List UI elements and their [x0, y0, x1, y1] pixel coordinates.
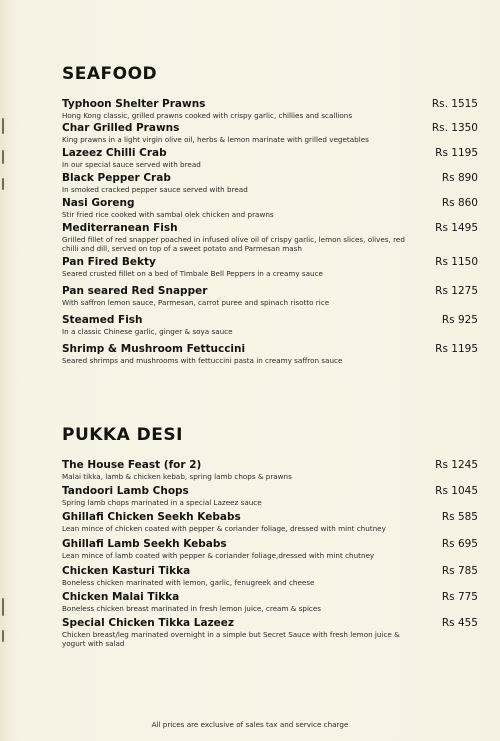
menu-item-text	[62, 285, 329, 307]
menu-item-price: Rs 1245	[435, 459, 478, 471]
menu-item-description: With saffron lemon sauce, Parmesan, carrot puree and spinach risotto rice	[62, 298, 330, 307]
menu-item-row	[62, 617, 478, 648]
binding-mark	[2, 630, 4, 642]
menu-item-text	[62, 172, 248, 194]
seafood-section	[62, 64, 478, 365]
menu-item-name: Black Pepper Crab	[62, 172, 171, 184]
menu-item-price: Rs 695	[441, 538, 478, 550]
menu-item-price: Rs 925	[441, 314, 478, 326]
menu-item-price: Rs 1150	[435, 256, 478, 268]
menu-item-name: Mediterranean Fish	[62, 222, 178, 234]
pukka-desi-section	[62, 425, 478, 648]
menu-item-price: Rs 455	[441, 617, 478, 629]
menu-item-text	[62, 565, 314, 587]
menu-item	[62, 617, 478, 648]
menu-item-name: Steamed Fish	[62, 314, 143, 326]
menu-item	[62, 343, 478, 365]
menu-item-name: Nasi Goreng	[62, 197, 135, 209]
menu-item-row	[62, 222, 478, 253]
menu-item-name: Char Grilled Prawns	[62, 122, 180, 134]
menu-item-name: Chicken Kasturi Tikka	[62, 565, 191, 577]
menu-item	[62, 485, 478, 507]
menu-item-name: Lazeez Chilli Crab	[62, 147, 167, 159]
menu-item-price: Rs 775	[441, 591, 478, 603]
menu-item-price: Rs 585	[441, 511, 478, 523]
menu-item-name: Special Chicken Tikka Lazeez	[62, 617, 235, 629]
menu-item-row	[62, 172, 478, 194]
menu-item-description: Seared crusted fillet on a bed of Timbale Bell Peppers in a creamy sauce	[62, 269, 323, 278]
menu-item-text	[62, 98, 352, 120]
menu-item-price: Rs 1195	[435, 147, 478, 159]
menu-item	[62, 285, 478, 307]
menu-item-name: Ghillafi Lamb Seekh Kebabs	[62, 538, 227, 550]
menu-item-name: The House Feast (for 2)	[62, 459, 202, 471]
menu-item-row	[62, 314, 478, 336]
menu-item-row	[62, 343, 478, 365]
menu-item-description: Stir fried rice cooked with sambal olek chicken and prawns	[62, 210, 274, 219]
menu-item-description: Boneless chicken breast marinated in fresh lemon juice, cream & spices	[62, 604, 322, 613]
menu-item-text	[62, 256, 323, 278]
menu-item	[62, 222, 478, 253]
menu-item-price: Rs. 1350	[431, 122, 478, 134]
menu-item-text	[62, 147, 201, 169]
menu-item-text	[62, 222, 414, 253]
menu-item-description: In smoked cracked pepper sauce served with bread	[62, 185, 248, 194]
menu-item-price: Rs. 1515	[431, 98, 478, 110]
menu-item-text	[62, 197, 274, 219]
binding-mark	[2, 150, 4, 164]
menu-item-row	[62, 285, 478, 307]
menu-item	[62, 122, 478, 144]
menu-item-row	[62, 197, 478, 219]
menu-item	[62, 591, 478, 613]
menu-item-text	[62, 343, 342, 365]
binding-mark	[2, 598, 4, 616]
menu-item-name: Pan Fired Bekty	[62, 256, 156, 268]
menu-item	[62, 256, 478, 278]
section-title: SEAFOOD	[62, 64, 158, 84]
menu-item-name: Typhoon Shelter Prawns	[62, 98, 206, 110]
menu-item-description: Lean mince of lamb coated with pepper & coriander foliage,dressed with mint chutney	[62, 551, 375, 560]
menu-item-text	[62, 122, 369, 144]
menu-item-description: Spring lamb chops marinated in a special Lazeez sauce	[62, 498, 262, 507]
menu-item-text	[62, 617, 414, 648]
menu-item-text	[62, 485, 262, 507]
menu-item-row	[62, 147, 478, 169]
menu-item-name: Chicken Malai Tikka	[62, 591, 180, 603]
menu-item	[62, 538, 478, 560]
menu-item-row	[62, 485, 478, 507]
menu-item-name: Ghillafi Chicken Seekh Kebabs	[62, 511, 241, 523]
menu-item	[62, 565, 478, 587]
menu-item-description: Hong Kong classic, grilled prawns cooked with crispy garlic, chillies and scallions	[62, 111, 353, 120]
footer-note: All prices are exclusive of sales tax and service charge	[151, 720, 349, 729]
menu-item	[62, 459, 478, 481]
menu-item-row	[62, 565, 478, 587]
menu-item-text	[62, 314, 233, 336]
menu-item-price: Rs 1045	[435, 485, 478, 497]
menu-item-description: In our special sauce served with bread	[62, 160, 201, 169]
menu-item-row	[62, 511, 478, 533]
menu-item	[62, 172, 478, 194]
menu-item-description: In a classic Chinese garlic, ginger & soya sauce	[62, 327, 233, 336]
menu-item	[62, 98, 478, 120]
menu-item-price: Rs 1275	[435, 285, 478, 297]
menu-item-row	[62, 98, 478, 120]
menu-item-text	[62, 511, 386, 533]
menu-item-price: Rs 860	[441, 197, 478, 209]
menu-item-text	[62, 591, 321, 613]
menu-item	[62, 511, 478, 533]
menu-item-name: Tandoori Lamb Chops	[62, 485, 189, 497]
menu-item-row	[62, 459, 478, 481]
menu-item-row	[62, 538, 478, 560]
menu-item-description: Grilled fillet of red snapper poached in infused olive oil of crispy garlic, lemon slices, olives, red chilli and dill, served on top of a sweet potato and Parmesan mash	[62, 235, 405, 253]
menu-item-price: Rs 785	[441, 565, 478, 577]
menu-item-description: King prawns in a light virgin olive oil, herbs & lemon marinate with grilled vegetables	[62, 135, 369, 144]
menu-item-text	[62, 459, 292, 481]
menu-item-description: Malai tikka, lamb & chicken kebab, spring lamb chops & prawns	[62, 472, 292, 481]
menu-item-text	[62, 538, 374, 560]
menu-item	[62, 147, 478, 169]
seafood-list	[62, 98, 478, 365]
menu-item-price: Rs 1195	[435, 343, 478, 355]
menu-item-description: Chicken breast/leg marinated overnight in a simple but Secret Sauce with fresh lemon juice & yogurt with salad	[62, 630, 400, 648]
binding-mark	[2, 118, 4, 134]
menu-item-price: Rs 1495	[435, 222, 478, 234]
menu-item-row	[62, 122, 478, 144]
menu-item	[62, 314, 478, 336]
menu-item-description: Seared shrimps and mushrooms with fettuccini pasta in creamy saffron sauce	[62, 356, 343, 365]
menu-item-name: Shrimp & Mushroom Fettuccini	[62, 343, 246, 355]
menu-item-name: Pan seared Red Snapper	[62, 285, 208, 297]
binding-mark	[2, 178, 4, 190]
section-title: PUKKA DESI	[62, 425, 183, 445]
menu-item-price: Rs 890	[441, 172, 478, 184]
menu-item-row	[62, 256, 478, 278]
menu-item	[62, 197, 478, 219]
pukka-desi-list	[62, 459, 478, 648]
menu-item-description: Lean mince of chicken coated with pepper & coriander foliage, dressed with mint chutney	[62, 524, 386, 533]
menu-item-description: Boneless chicken marinated with lemon, garlic, fenugreek and cheese	[62, 578, 315, 587]
menu-item-row	[62, 591, 478, 613]
